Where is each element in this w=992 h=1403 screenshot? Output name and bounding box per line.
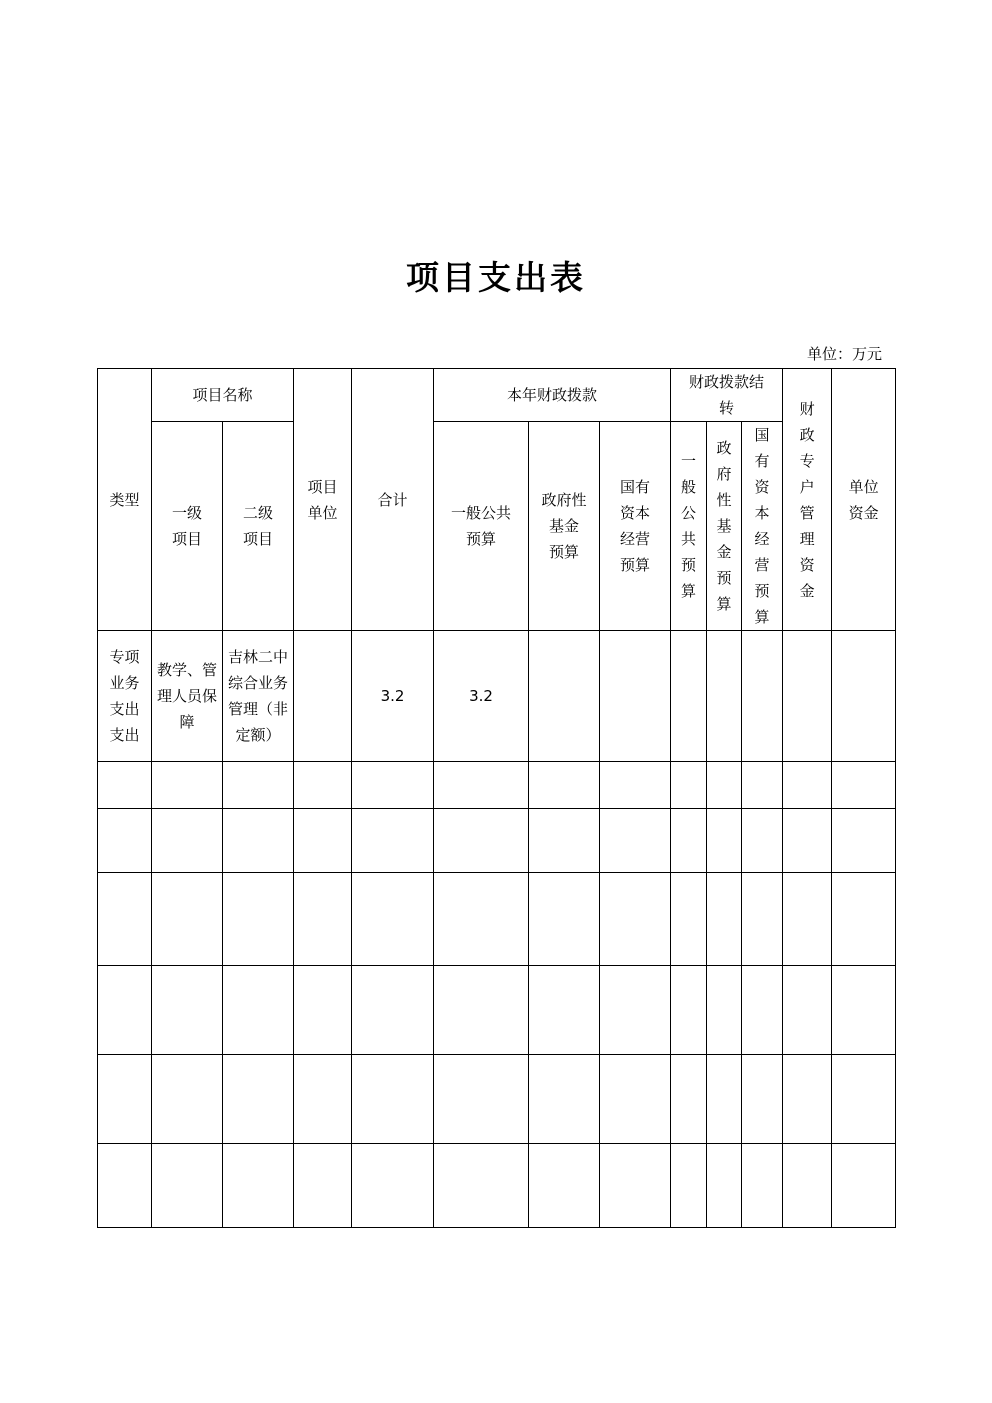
table-row xyxy=(98,966,896,1055)
table-row xyxy=(98,762,896,809)
header-carryover-state-capital: 国 有 资 本 经 营 预 算 xyxy=(742,422,783,631)
table-row xyxy=(98,809,896,873)
cell-empty xyxy=(600,631,671,762)
cell-project-unit xyxy=(294,631,352,762)
header-gov-fund-budget: 政府性 基金 预算 xyxy=(529,422,600,631)
header-type: 类型 xyxy=(98,369,152,631)
header-unit-funds: 单位 资金 xyxy=(832,369,896,631)
unit-label: 单位：万元 xyxy=(806,345,882,363)
cell-empty xyxy=(742,631,783,762)
header-carryover-gov-fund: 政 府 性 基 金 预 算 xyxy=(707,422,742,631)
header-total: 合计 xyxy=(352,369,434,631)
cell-empty xyxy=(707,631,742,762)
header-general-public-budget: 一般公共 预算 xyxy=(434,422,529,631)
header-project-name: 项目名称 xyxy=(152,369,294,422)
cell-level2: 吉林二中 综合业务 管理（非 定额） xyxy=(223,631,294,762)
page-title: 项目支出表 xyxy=(406,258,586,297)
header-state-capital-budget: 国有 资本 经营 预算 xyxy=(600,422,671,631)
cell-general-public-budget: 3.2 xyxy=(434,631,529,762)
table-row xyxy=(98,1144,896,1228)
table-row xyxy=(98,873,896,966)
header-row-1 xyxy=(98,369,896,422)
header-project-unit: 项目 单位 xyxy=(294,369,352,631)
header-level1: 一级 项目 xyxy=(152,422,223,631)
header-carryover: 财政拨款结 转 xyxy=(671,369,783,422)
cell-empty xyxy=(832,631,896,762)
cell-empty xyxy=(671,631,707,762)
cell-empty xyxy=(783,631,832,762)
cell-total: 3.2 xyxy=(352,631,434,762)
table-row xyxy=(98,1055,896,1144)
header-level2: 二级 项目 xyxy=(223,422,294,631)
table-row xyxy=(98,631,896,762)
header-carryover-general: 一 般 公 共 预 算 xyxy=(671,422,707,631)
cell-empty xyxy=(529,631,600,762)
header-current-year-funding: 本年财政拨款 xyxy=(434,369,671,422)
cell-type: 专项 业务 支出 支出 xyxy=(98,631,152,762)
header-special-account: 财 政 专 户 管 理 资 金 xyxy=(783,369,832,631)
header-row-2 xyxy=(98,422,896,631)
cell-level1: 教学、管 理人员保 障 xyxy=(152,631,223,762)
project-expenditure-table xyxy=(97,368,896,1228)
